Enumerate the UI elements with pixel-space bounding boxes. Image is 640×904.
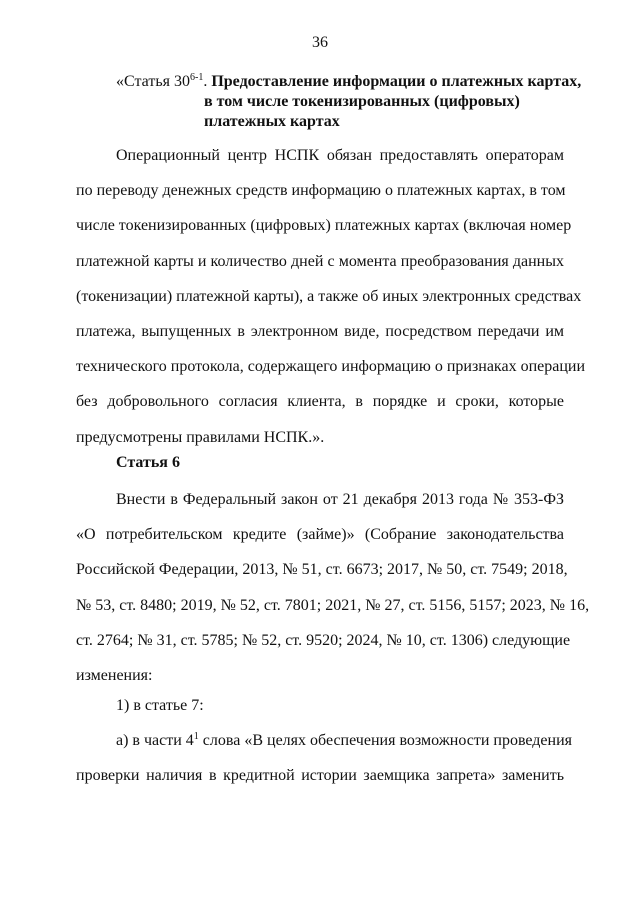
section-intro-paragraph [76, 482, 590, 693]
article-lead: «Статья 30$^{6-1}$. [116, 72, 208, 90]
paragraph-line: «О потребительском кредите (займе)» (Собрание законодательства [76, 526, 564, 544]
paragraph-line: Внести в Федеральный закон от 21 декабря 2013 года № 353-ФЗ [116, 491, 564, 508]
item-a-line-2: проверки наличия в кредитной истории заемщика запрета» заменить [76, 767, 564, 785]
paragraph-line: технического протокола, содержащего информацию о признаках операции [76, 358, 586, 376]
paragraph-line: без добровольного согласия клиента, в порядке и сроки, которые [76, 393, 564, 411]
paragraph-line: Операционный центр НСПК обязан предоставлять операторам [116, 147, 564, 164]
item-1-paragraph [76, 688, 564, 723]
article-title-line-1: Предоставление информации о платежных картах, [211, 73, 582, 90]
paragraph-line: по переводу денежных средств информацию о платежных картах, в том [76, 182, 566, 200]
item-a-line-1: а) в части $4^1$ слова «В целях обеспечения возможности проведения [116, 731, 573, 749]
section-title: Статья 6 [116, 454, 180, 471]
item-a-superscript: 1 [193, 731, 199, 742]
article-body-paragraph [76, 138, 586, 455]
paragraph-line: (токенизации) платежной карты), а также об иных электронных средствах [76, 287, 582, 305]
paragraph-line: ст. 2764; № 31, ст. 5785; № 52, ст. 9520; 2024, № 10, ст. 1306) следующие [76, 631, 571, 649]
paragraph-line: изменения: [76, 667, 153, 685]
paragraph-line: платежной карты и количество дней с момента преобразования данных [76, 252, 564, 270]
article-number-superscript: 6-1 [189, 72, 204, 83]
paragraph-line: платежа, выпущенных в электронном виде, посредством передачи им [76, 323, 564, 341]
article-heading [116, 72, 581, 132]
paragraph-line: № 53, ст. 8480; 2019, № 52, ст. 7801; 2021, № 27, ст. 5156, 5157; 2023, № 16, [76, 596, 590, 614]
article-title-line-3: платежных картах [204, 113, 340, 130]
paragraph-line: Российской Федерации, 2013, № 51, ст. 6673; 2017, № 50, ст. 7549; 2018, [76, 561, 568, 579]
item-1-text: 1) в статье 7: [116, 697, 204, 714]
page-number: 36 [312, 34, 328, 51]
paragraph-line: предусмотрены правилами НСПК.». [76, 428, 325, 446]
item-a-paragraph [76, 723, 573, 793]
paragraph-line: числе токенизированных (цифровых) платежных картах (включая номер [76, 217, 572, 235]
article-title-line-2: в том числе токенизированных (цифровых) [204, 93, 520, 110]
